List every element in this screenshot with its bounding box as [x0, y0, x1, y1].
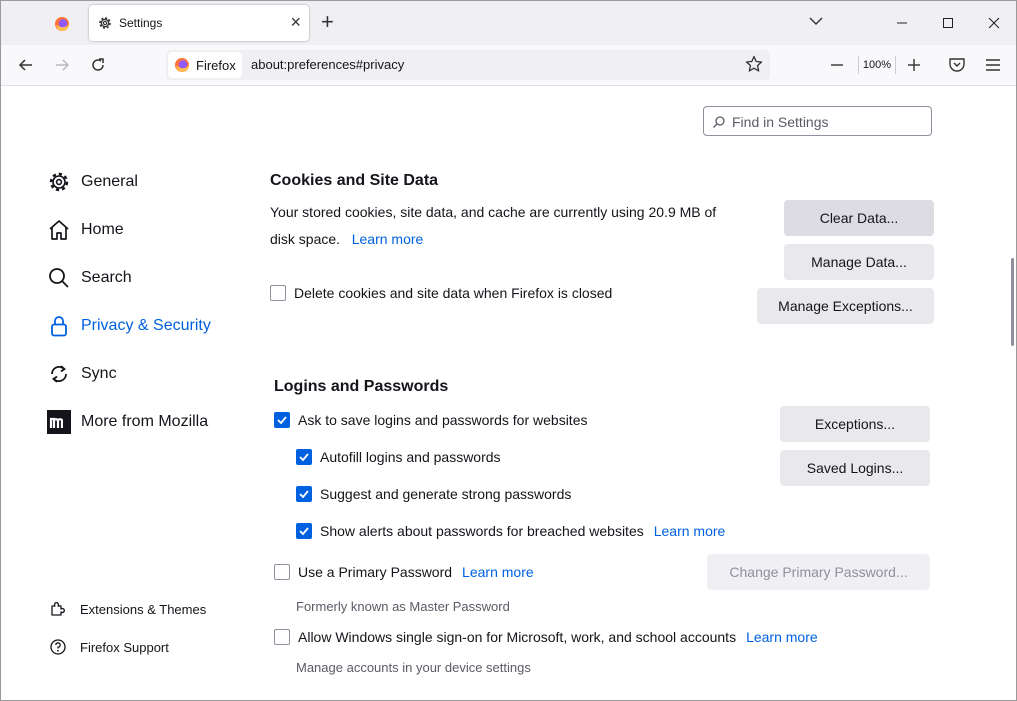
sidebar-item-search[interactable] [47, 264, 132, 292]
delete-cookies-checkbox[interactable] [270, 285, 612, 301]
sso-note: Manage accounts in your device settings [296, 660, 531, 675]
sidebar-item-privacy-security[interactable] [47, 312, 211, 340]
checkbox-box[interactable] [274, 412, 290, 428]
manage-exceptions-button[interactable]: Manage Exceptions... [757, 288, 934, 324]
pocket-button[interactable] [947, 55, 967, 80]
new-tab-button[interactable]: + [321, 9, 334, 34]
checkbox-box[interactable] [296, 486, 312, 502]
maximize-button[interactable] [925, 1, 971, 45]
firefox-icon [174, 57, 190, 78]
pocket-icon [947, 55, 967, 75]
firefox-support-link[interactable] [49, 637, 169, 657]
search-icon [712, 115, 726, 134]
footer-item-label: Firefox Support [80, 639, 169, 655]
url-text[interactable]: about:preferences#privacy [251, 57, 405, 72]
sidebar-item-label: More from Mozilla [81, 413, 209, 430]
gear-icon [97, 15, 113, 36]
primary-password-note: Formerly known as Master Password [296, 599, 510, 614]
search-input[interactable] [730, 111, 929, 133]
gear-icon [47, 170, 71, 194]
extensions-themes-link[interactable] [49, 599, 206, 619]
sidebar-item-label: Privacy & Security [81, 317, 211, 334]
minus-icon [827, 55, 847, 75]
sync-icon [47, 362, 71, 386]
back-button[interactable] [16, 55, 36, 75]
bookmark-star-icon[interactable] [745, 55, 763, 78]
checkbox-box[interactable] [296, 523, 312, 539]
cookies-desc-text: disk space. [270, 231, 341, 247]
autofill-checkbox[interactable] [296, 449, 501, 465]
search-icon [47, 266, 71, 290]
tab-title: Settings [119, 16, 163, 30]
url-bar[interactable] [166, 50, 770, 80]
cookies-desc-line2 [270, 226, 716, 253]
list-all-tabs-button[interactable] [809, 13, 823, 31]
sso-learn-more-link[interactable]: Learn more [746, 629, 818, 645]
checkbox-label: Ask to save logins and passwords for websites [298, 412, 588, 428]
maximize-icon [942, 17, 954, 29]
breach-alerts-checkbox[interactable] [296, 523, 725, 539]
minimize-icon [896, 17, 908, 29]
checkbox-label: Show alerts about passwords for breached websites [320, 523, 644, 539]
suggest-passwords-checkbox[interactable] [296, 486, 571, 502]
cookies-learn-more-link[interactable]: Learn more [351, 231, 424, 247]
breach-learn-more-link[interactable]: Learn more [653, 523, 726, 539]
reload-button[interactable] [88, 55, 108, 75]
sidebar-item-more-from-mozilla[interactable] [47, 408, 208, 436]
forward-arrow-icon [54, 57, 70, 73]
sidebar-item-label: Home [81, 221, 124, 238]
back-arrow-icon [18, 57, 34, 73]
plus-icon [904, 55, 924, 75]
zoom-level[interactable]: 100% [858, 56, 896, 74]
close-tab-icon[interactable]: × [290, 12, 301, 32]
logins-exceptions-button[interactable]: Exceptions... [780, 406, 930, 442]
scrollbar-thumb[interactable] [1011, 258, 1014, 346]
clear-data-button[interactable]: Clear Data... [784, 200, 934, 236]
zoom-out-button[interactable] [827, 55, 847, 80]
zoom-in-button[interactable] [904, 55, 924, 80]
ask-to-save-checkbox[interactable] [274, 412, 587, 428]
primary-learn-more-link[interactable]: Learn more [462, 564, 534, 580]
checkbox-label: Autofill logins and passwords [320, 449, 501, 465]
reload-icon [90, 57, 106, 73]
windows-sso-checkbox[interactable] [274, 629, 818, 645]
checkbox-label: Use a Primary Password [298, 564, 453, 580]
chevron-down-icon [809, 16, 823, 26]
firefox-icon [54, 16, 70, 32]
checkbox-box[interactable] [270, 285, 286, 301]
puzzle-icon [49, 600, 67, 618]
navigation-toolbar [1, 45, 1016, 86]
forward-button[interactable] [52, 55, 72, 75]
checkbox-box[interactable] [274, 629, 290, 645]
sidebar-item-home[interactable] [47, 216, 124, 244]
saved-logins-button[interactable]: Saved Logins... [780, 450, 930, 486]
checkbox-label: Suggest and generate strong passwords [320, 486, 572, 502]
close-icon [988, 17, 1000, 29]
find-in-settings-field[interactable] [703, 106, 932, 136]
primary-password-checkbox[interactable] [274, 564, 534, 580]
tab-strip [1, 1, 1016, 45]
manage-data-button[interactable]: Manage Data... [784, 244, 934, 280]
settings-page [1, 86, 1016, 700]
sidebar-item-label: Sync [81, 365, 117, 382]
sidebar-item-label: General [81, 173, 138, 190]
sidebar-item-general[interactable] [47, 168, 138, 196]
cookies-desc-line1: Your stored cookies, site data, and cache are currently using 20.9 MB of [270, 204, 717, 220]
help-icon [49, 638, 67, 656]
sidebar-item-label: Search [81, 269, 132, 286]
identity-box[interactable] [168, 52, 242, 78]
lock-icon [47, 314, 71, 338]
home-icon [47, 218, 71, 242]
logins-heading: Logins and Passwords [274, 378, 449, 395]
pinned-tab[interactable] [45, 7, 79, 41]
footer-item-label: Extensions & Themes [80, 601, 207, 617]
checkbox-box[interactable] [274, 564, 290, 580]
close-window-button[interactable] [971, 1, 1017, 45]
minimize-button[interactable] [879, 1, 925, 45]
change-primary-password-button[interactable]: Change Primary Password... [707, 554, 930, 590]
cookies-heading: Cookies and Site Data [270, 172, 439, 189]
app-menu-button[interactable] [983, 55, 1003, 80]
checkbox-box[interactable] [296, 449, 312, 465]
checkbox-label: Delete cookies and site data when Firefox is closed [294, 285, 613, 301]
cookies-description [270, 199, 716, 253]
sidebar-item-sync[interactable] [47, 360, 117, 388]
identity-label: Firefox [196, 58, 236, 73]
mozilla-icon [47, 410, 71, 434]
checkbox-label: Allow Windows single sign-on for Microsoft, work, and school accounts [298, 629, 737, 645]
hamburger-menu-icon [983, 55, 1003, 75]
tab-settings[interactable] [89, 5, 309, 41]
